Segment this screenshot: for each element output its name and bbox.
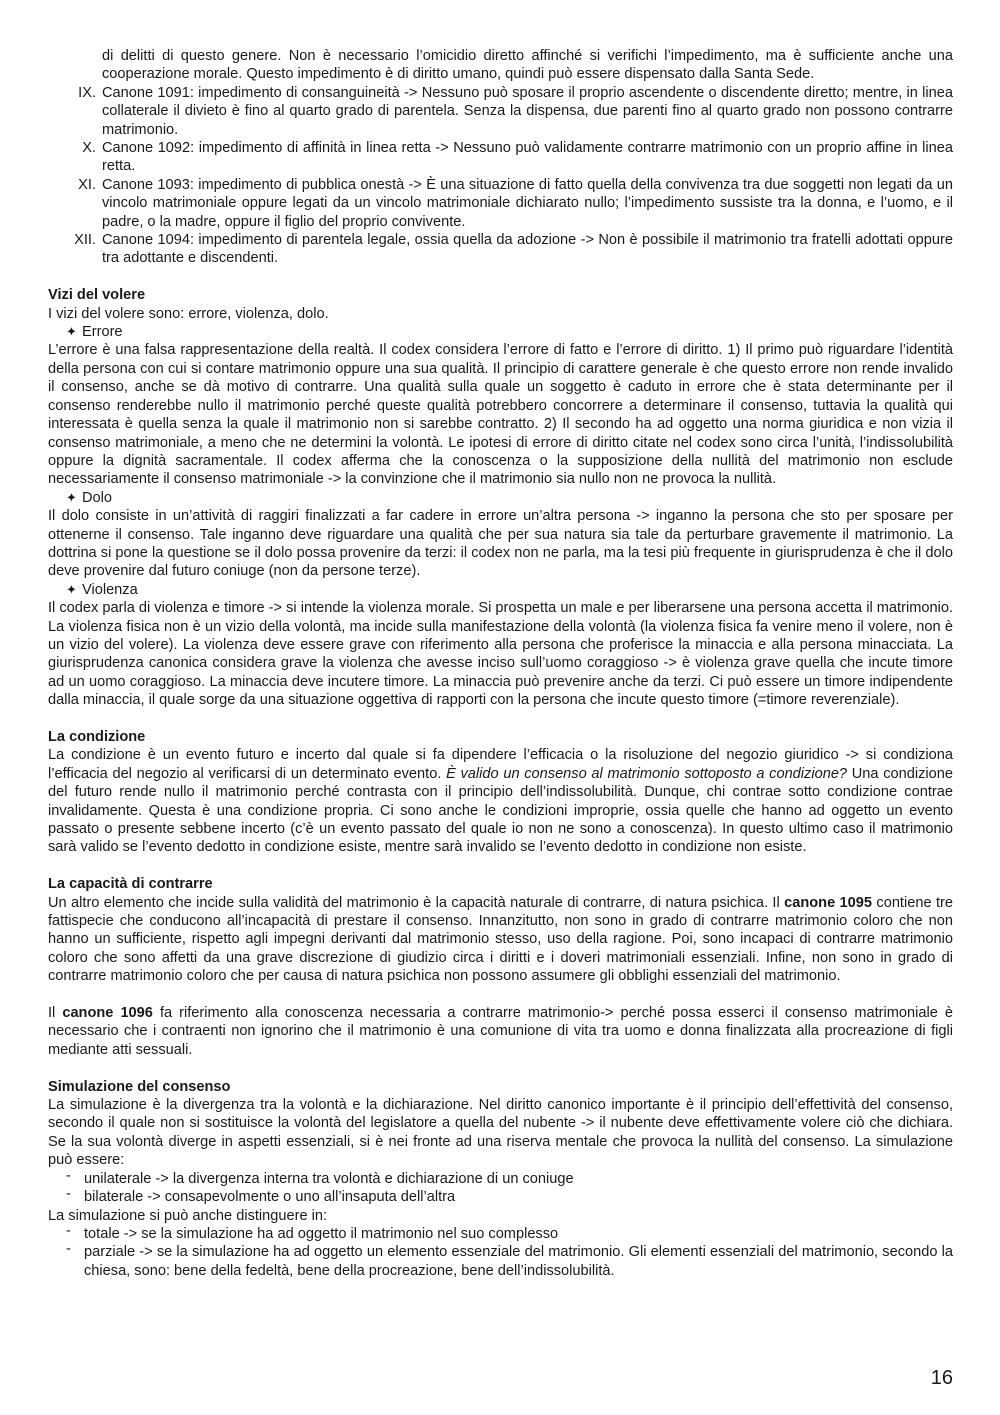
item-text: bilaterale -> consapevolmente o uno all’insaputa dell’altra	[84, 1189, 456, 1206]
star-bullet-icon: ✦	[66, 581, 77, 597]
paragraph-gap	[48, 986, 953, 1004]
section-heading-capacita: La capacità di contrarre	[48, 876, 213, 893]
errore-paragraph: L’errore è una falsa rappresentazione della realtà. Il codex considera l’errore di fatto e l’errore di diritto. 1) Il primo può riguardare l’identità della persona con cui si contare matrimonio oppure una sua qualità. Il principio di carattere generale è che questo errore non rende invalido il consenso, anche se dà motivo di contrarre. Una qualità sulla quale un soggetto è caduto in errore che è stata determinante per il consenso renderebbe nullo il matrimonio perché queste qualità potrebbero concorrere a determinare il consenso, tuttavia la qualità qui interessata è quella senza la quale il matrimonio non si sarebbe contratto. 2) Il secondo ha ad oggetto una norma giuridica e non vizia il consenso matrimoniale, a meno che ne determini la volontà. Le ipotesi di errore di diritto citate nel codex sono circa l’unità, l’indissolubilità oppure la dignità sacramentale. Il codex afferma che la conoscenza o la supposizione della nullità del matrimonio non esclude necessariamente il consenso matrimoniale -> la convinzione che il matrimonio sia nullo non ne provoca la nullità.	[48, 342, 953, 488]
list-item	[48, 231, 953, 268]
dash-bullet-icon: -	[66, 1186, 71, 1203]
italic-question: È valido un consenso al matrimonio sottoposto a condizione?	[446, 765, 848, 782]
bold-canon-ref: canone 1096	[62, 1005, 153, 1022]
simulazione-paragraph: La simulazione è la divergenza tra la volontà e la dichiarazione. Nel diritto canonico importante è il principio dell’effettività del consenso, secondo il quale non si sostituisce la volontà del legislatore a quella del nubente -> il nubente deve effettivamente volere ciò che dichiara. Se la sua volontà diverge in aspetti essenziali, si è nei fronte ad una riserva mentale che provoca la nullità del consenso. La simulazione può essere:	[48, 1097, 953, 1169]
dash-bullet-icon: -	[66, 1167, 71, 1184]
item-text: Canone 1091: impedimento di consanguineità -> Nessuno può sposare il proprio ascendente o discendente diretto; mentre, in linea collaterale il divieto è fino al quarto grado di parentela. Senza la dispensa, due parenti fino al quarto grado non possono contrarre matrimonio.	[102, 84, 953, 138]
list-item	[48, 1222, 953, 1243]
star-bullet-icon: ✦	[66, 489, 77, 505]
text-run: Una condizione del futuro rende nullo il matrimonio perché contrasta con il principio dell’indissolubilità. Dunque, chi contrae sotto condizione contrae invalidamente. Questa è una condizione propria. Ci sono anche le condizioni improprie, ossia quelle che hanno ad oggetto un evento passato o presente sebbene incerto (c’è un evento passato del quale io non ne sono a conoscenza). In questo ultimo caso il matrimonio sarà valido se l’evento dedotto in condizione esiste, mentre sarà invalido se l’evento dedotto in condizione non esiste.	[48, 765, 953, 856]
text-run: La condizione è un evento futuro e incerto dal quale si fa dipendere l’efficacia o la risoluzione del negozio giuridico -> si condiziona l’efficacia del negozio al verificarsi di un determinato evento.	[48, 747, 953, 782]
dolo-paragraph: Il dolo consiste in un’attività di raggiri finalizzati a far cadere in errore un’altra persona -> inganno la persona che sto per sposare per ottenerne il consenso. Tale inganno deve riguardare una qualità che per sua natura sia tale da perturbare gravemente il matrimonio. La dottrina si pone la questione se il dolo possa provenire da terzi: il codex non ne parla, ma la tesi più frequente in giurisprudenza è che il dolo deve provenire dal futuro coniuge (non da persone terze).	[48, 508, 953, 580]
text-run: Il	[48, 1005, 63, 1022]
bold-canon-ref: canone 1095	[784, 894, 873, 911]
condizione-paragraph	[48, 746, 953, 856]
item-text: Canone 1093: impedimento di pubblica onestà -> È una situazione di fatto quella della convivenza tra due soggetti non legati da un vincolo matrimoniale oppure legati da un vincolo matrimoniale dichiarato nullo; l’impedimento sussiste tra la donna, e l’uomo, e il padre, o la madre, oppure il figlio del proprio convivente.	[102, 176, 953, 230]
item-number: X.	[82, 140, 96, 157]
capacita-paragraph-1	[48, 894, 953, 986]
subheading-label: Violenza	[82, 581, 138, 598]
subheading-label: Dolo	[82, 489, 113, 506]
section-heading-condizione: La condizione	[48, 729, 146, 745]
list-item	[48, 176, 953, 231]
simulazione-intro-2: La simulazione si può anche distinguere in:	[48, 1207, 328, 1224]
vizi-intro: I vizi del volere sono: errore, violenza, dolo.	[48, 305, 329, 322]
capacita-paragraph-2	[48, 1004, 953, 1059]
document-page	[48, 47, 953, 1280]
item-text: totale -> se la simulazione ha ad oggetto il matrimonio nel suo complesso	[84, 1225, 559, 1242]
list-item	[48, 139, 953, 176]
section-heading-vizi: Vizi del volere	[48, 287, 146, 304]
top-continuation: di delitti di questo genere. Non è necessario l’omicidio diretto affinché si verifichi l’impedimento, ma è sufficiente anche una cooperazione morale. Questo impedimento è di diritto umano, quindi può essere dispensato dalla Santa Sede.	[102, 48, 953, 83]
list-item	[48, 84, 953, 139]
list-item	[48, 1243, 953, 1280]
subheading-label: Errore	[82, 324, 123, 341]
item-number: XI.	[78, 176, 96, 193]
page-number: 16	[930, 1367, 953, 1389]
dash-bullet-icon: -	[66, 1241, 71, 1258]
impedimenti-list	[48, 84, 953, 268]
item-text: parziale -> se la simulazione ha ad oggetto un elemento essenziale del matrimonio. Gli elementi essenziali del matrimonio, secondo la chiesa, sono: bene della fedeltà, bene della procreazione, bene dell’indissolubilità.	[84, 1244, 953, 1279]
subheading-violenza	[48, 581, 953, 599]
violenza-paragraph: Il codex parla di violenza e timore -> si intende la violenza morale. Si prospetta un male e per liberarsene una persona accetta il matrimonio. La violenza fisica non è un vizio della volontà, ma incide sulla manifestazione della volontà (la violenza fisica fa venire meno il volere, non è un vizio del volere). La violenza deve essere grave con riferimento alla persona che proferisce la minaccia e alla persona minacciata. La giurisprudenza canonica considera grave la violenza che avesse inciso sull’uomo coraggioso -> è violenza grave quella che incute timore ad un uomo coraggioso. La minaccia deve incutere timore. La minaccia può prevenire anche da terzi. Ci può essere un timore indipendente dalla minaccia, il quale sorge da una situazione oggettiva di rapporti con la persona che incute questo timore (=timore reverenziale).	[48, 600, 953, 709]
list-item	[48, 1188, 953, 1206]
item-text: unilaterale -> la divergenza interna tra volontà e dichiarazione di un coniuge	[84, 1170, 574, 1187]
dash-bullet-icon: -	[66, 1222, 71, 1239]
item-number: IX.	[78, 84, 96, 101]
section-heading-simulazione: Simulazione del consenso	[48, 1078, 231, 1095]
star-bullet-icon: ✦	[66, 324, 77, 340]
subheading-errore	[48, 323, 953, 341]
list-item	[48, 1167, 953, 1188]
text-run: contiene tre fattispecie che conducono all’incapacità di prestare il consenso. Innanzitutto, non sono in grado di contrarre matrimonio coloro che non hanno un sufficiente, rispetto agli impegni derivanti dal matrimonio stesso, uso della ragione. Poi, sono incapaci di contrarre matrimonio coloro che sono affetti da una grave discrezione di giudizio circa i diritti e i doveri matrimoniali essenziali. Infine, non sono in grado di contrarre matrimonio coloro che per causa di natura psichica non possono assumere gli obblighi essenziali del matrimonio.	[48, 894, 953, 985]
item-text: Canone 1092: impedimento di affinità in linea retta -> Nessuno può validamente contrarre matrimonio con un proprio affine in linea retta.	[102, 140, 953, 175]
text-run: fa riferimento alla conoscenza necessaria a contrarre matrimonio-> perché possa esserci il consenso matrimoniale è necessario che i contraenti non ignorino che il matrimonio è una comunione di vita tra uomo e donna finalizzata alla procreazione di figli mediante atti sessuali.	[48, 1005, 954, 1058]
text-run: Un altro elemento che incide sulla validità del matrimonio è la capacità naturale di contrarre, di natura psichica. Il	[48, 894, 785, 911]
subheading-dolo	[48, 489, 953, 507]
item-text: Canone 1094: impedimento di parentela legale, ossia quella da adozione -> Non è possibile il matrimonio tra fratelli adottati oppure tra adottante e discendenti.	[102, 232, 953, 267]
item-number: XII.	[74, 232, 96, 249]
